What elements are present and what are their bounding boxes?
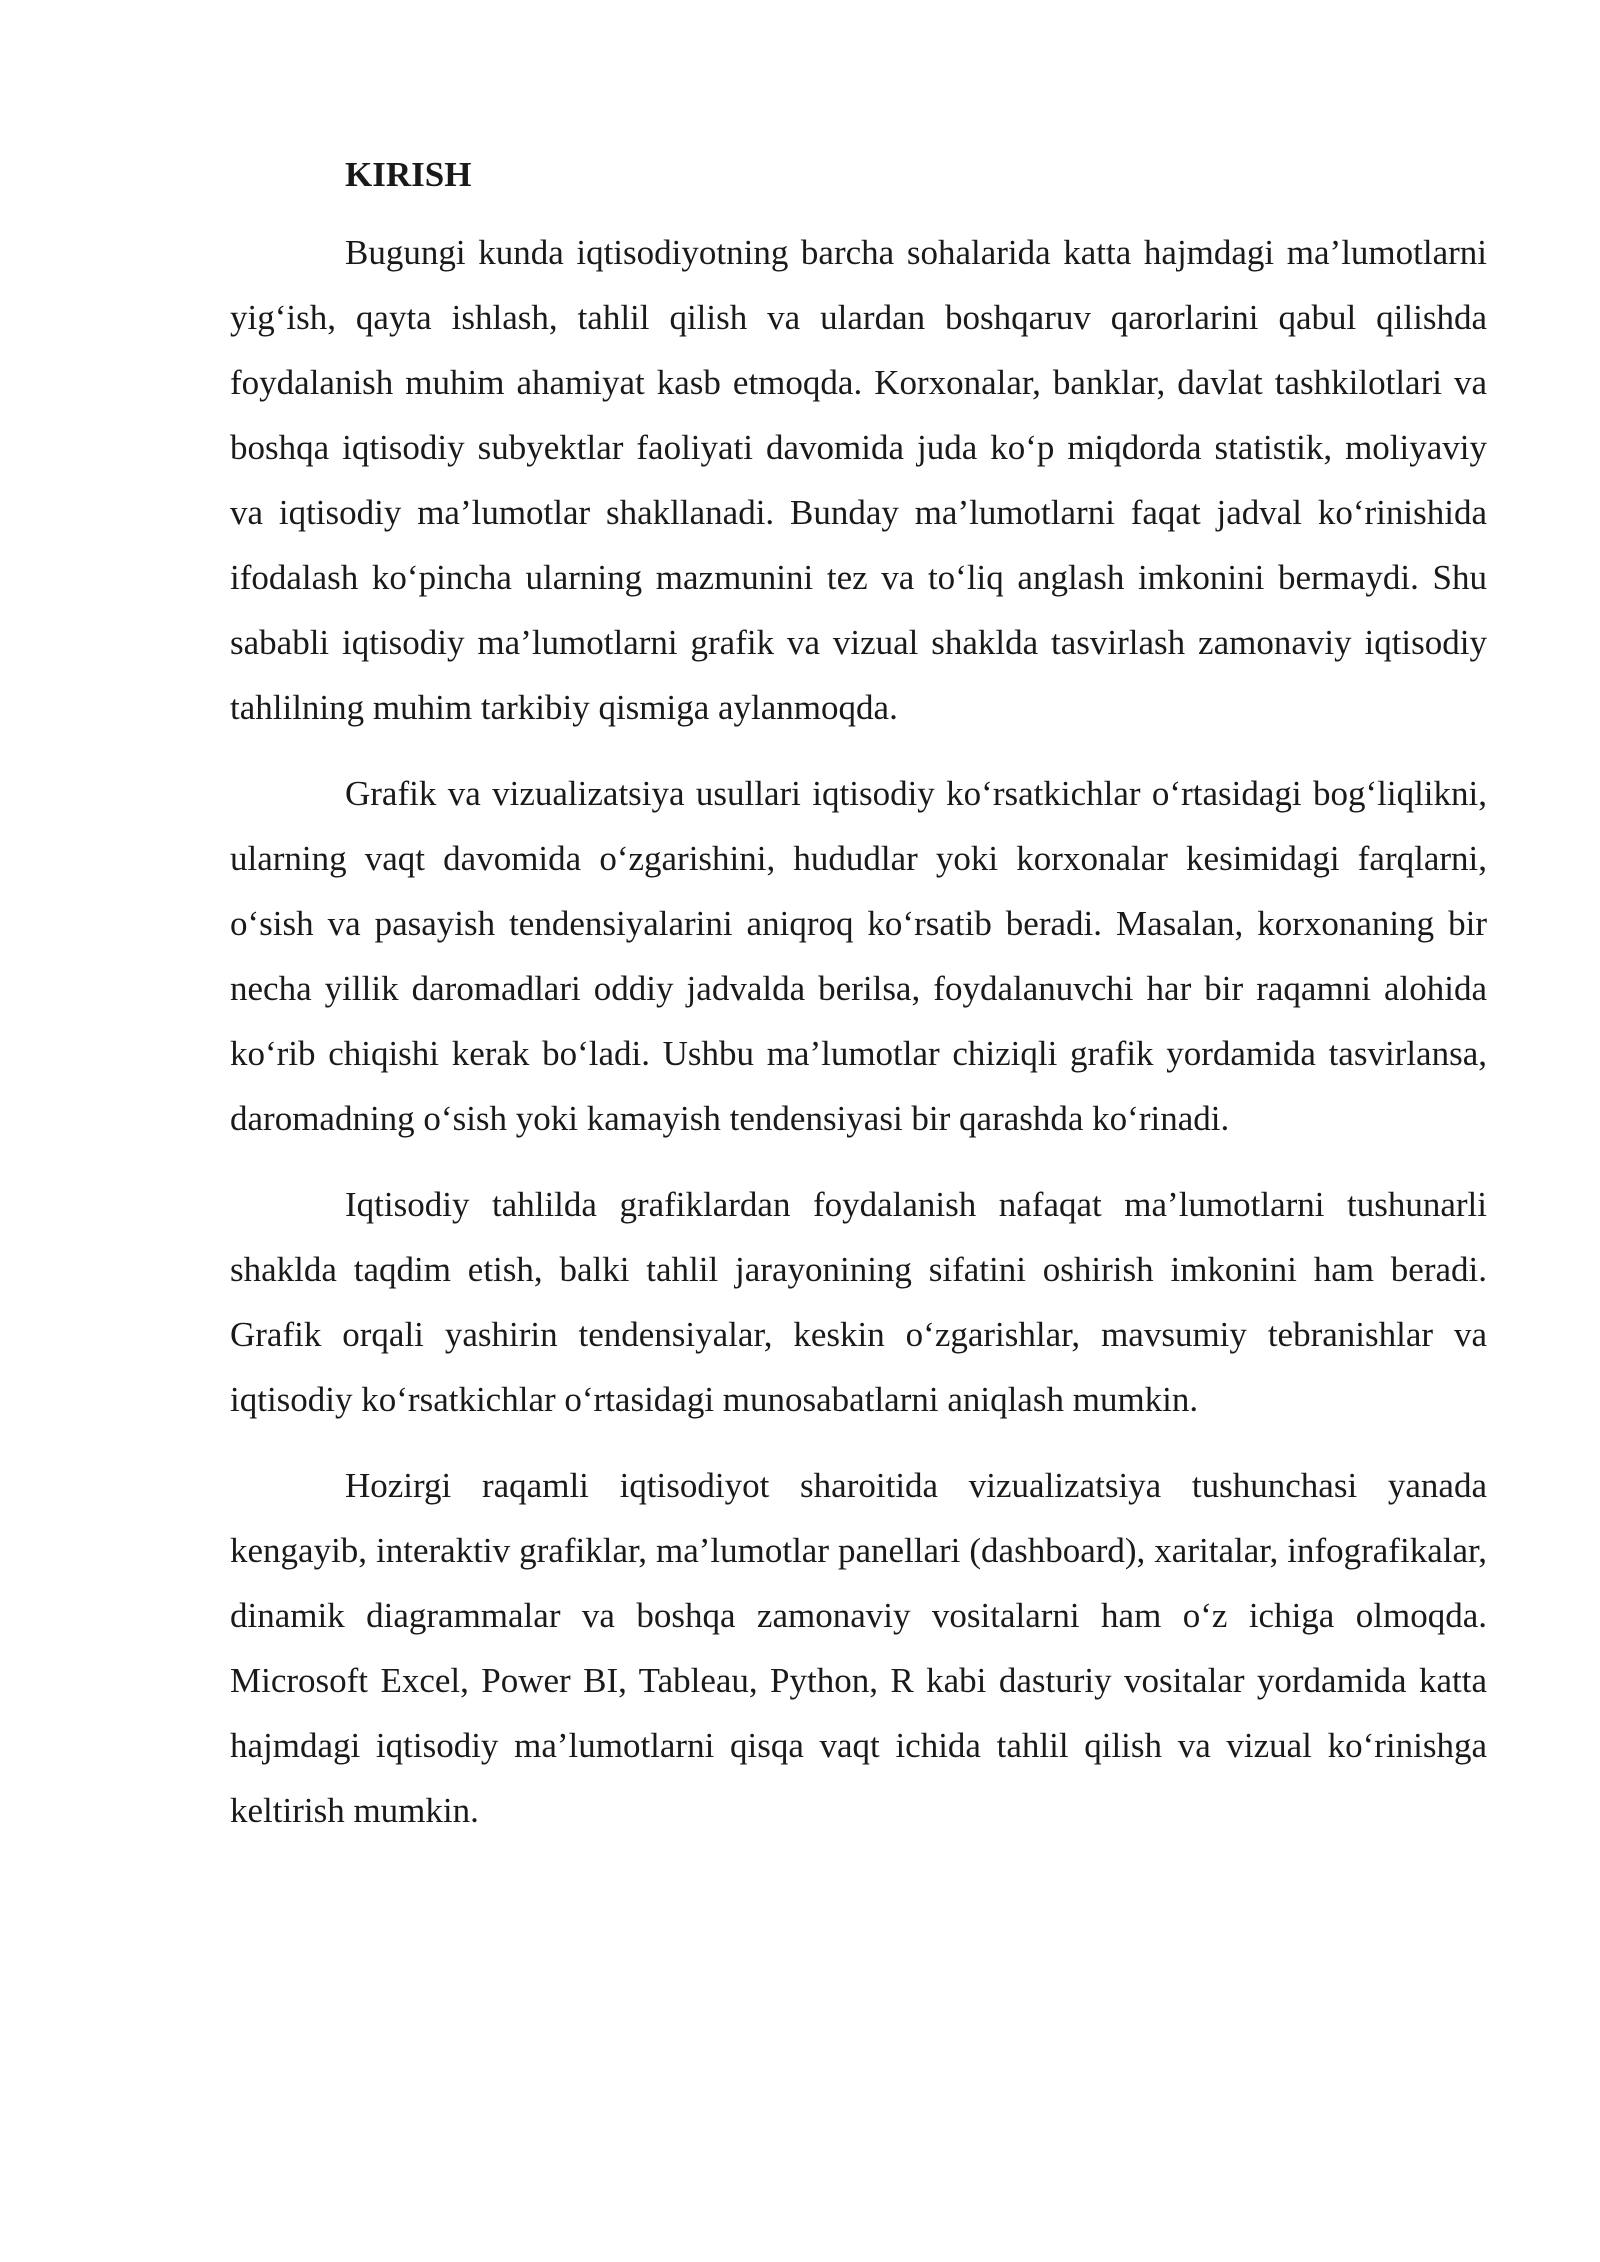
document-body [230,150,1487,1864]
paragraph-4: Hozirgi raqamli iqtisodiyot sharoitida vizualizatsiya tushunchasi yanada kengayib, interaktiv grafiklar, ma’lumotlar panellari (dashboard), xaritalar, infografikalar, dinamik diagrammalar va boshqa zamonaviy vositalarni ham o‘z ichiga olmoqda. Microsoft Excel, Power BI, Tableau, Python, R kabi dasturiy vositalar yordamida katta hajmdagi iqtisodiy ma’lumotlarni qisqa vaqt ichida tahlil qilish va vizual ko‘rinishga keltirish mumkin. [230,1466,1487,1830]
paragraph-1: Bugungi kunda iqtisodiyotning barcha sohalarida katta hajmdagi ma’lumotlarni yig‘ish, qayta ishlash, tahlil qilish va ulardan boshqaruv qarorlarini qabul qilishda foydalanish muhim ahamiyat kasb etmoqda. Korxonalar, banklar, davlat tashkilotlari va boshqa iqtisodiy subyektlar faoliyati davomida juda ko‘p miqdorda statistik, moliyaviy va iqtisodiy ma’lumotlar shakllanadi. Bunday ma’lumotlarni faqat jadval ko‘rinishida ifodalash ko‘pincha ularning mazmunini tez va to‘liq anglash imkonini bermaydi. Shu sababli iqtisodiy ma’lumotlarni grafik va vizual shaklda tasvirlash zamonaviy iqtisodiy tahlilning muhim tarkibiy qismiga aylanmoqda. [230,233,1487,727]
section-heading: KIRISH [345,155,472,194]
paragraph-2: Grafik va vizualizatsiya usullari iqtisodiy ko‘rsatkichlar o‘rtasidagi bog‘liqlikni, ularning vaqt davomida o‘zgarishini, hududlar yoki korxonalar kesimidagi farqlarni, o‘sish va pasayish tendensiyalarini aniqroq ko‘rsatib beradi. Masalan, korxonaning bir necha yillik daromadlari oddiy jadvalda berilsa, foydalanuvchi har bir raqamni alohida ko‘rib chiqishi kerak bo‘ladi. Ushbu ma’lumotlar chiziqli grafik yordamida tasvirlansa, daromadning o‘sish yoki kamayish tendensiyasi bir qarashda ko‘rinadi. [230,774,1487,1138]
paragraph-3: Iqtisodiy tahlilda grafiklardan foydalanish nafaqat ma’lumotlarni tushunarli shaklda taqdim etish, balki tahlil jarayonining sifatini oshirish imkonini ham beradi. Grafik orqali yashirin tendensiyalar, keskin o‘zgarishlar, mavsumiy tebranishlar va iqtisodiy ko‘rsatkichlar o‘rtasidagi munosabatlarni aniqlash mumkin. [230,1185,1487,1419]
